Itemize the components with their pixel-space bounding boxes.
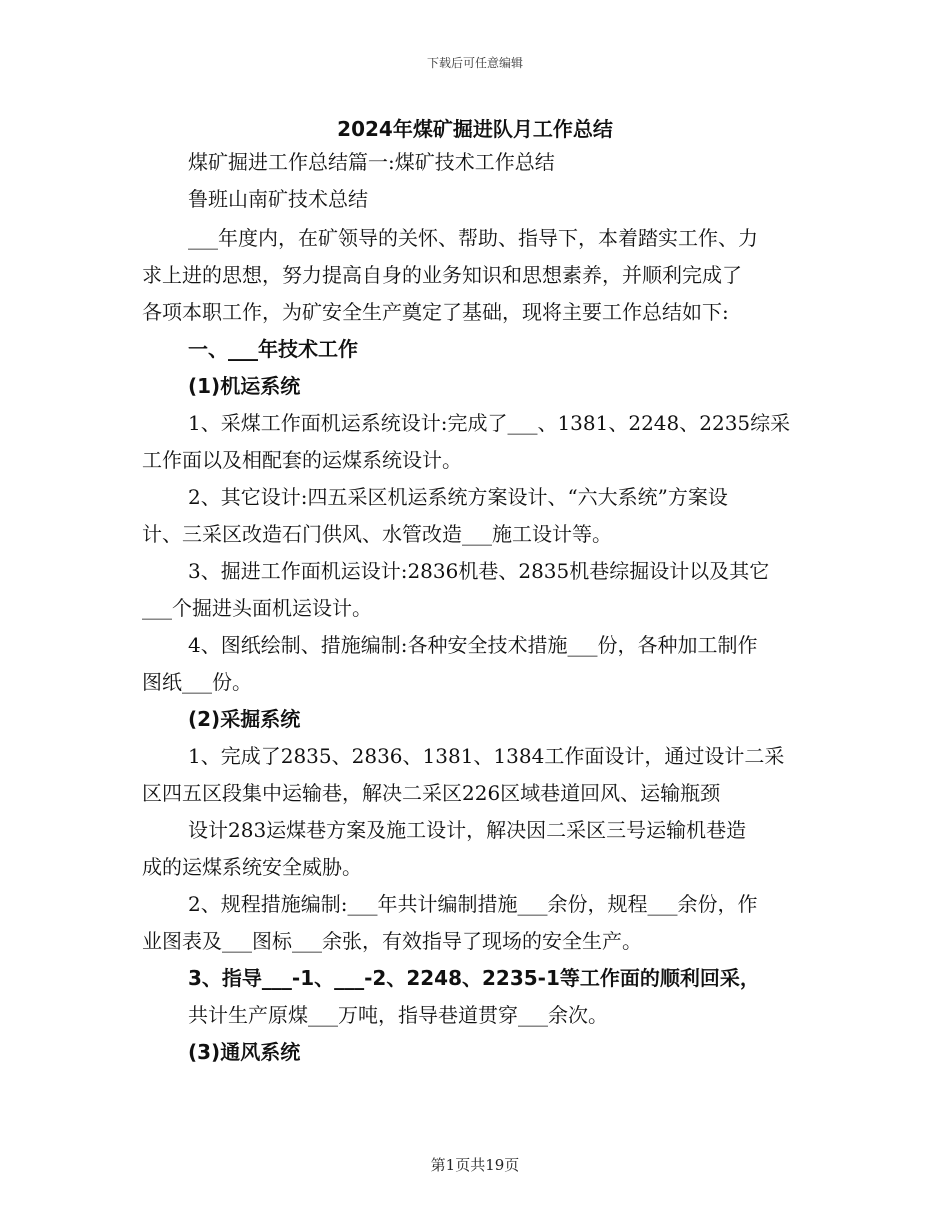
paragraph-line: 求上进的思想，努力提高自身的业务知识和思想素养，并顺利完成了 — [142, 263, 742, 287]
paragraph-line: 成的运煤系统安全威胁。 — [142, 855, 362, 879]
paragraph-line: 3、掘进工作面机运设计:2836机巷、2835机巷综掘设计以及其它 — [188, 559, 770, 583]
heading-ventilation-system: (3)通风系统 — [188, 1040, 301, 1064]
paragraph-line: 2、其它设计:四五采区机运系统方案设计、“六大系统”方案设 — [188, 485, 728, 509]
paragraph-line: 1、完成了2835、2836、1381、1384工作面设计，通过设计二采 — [188, 744, 785, 768]
paragraph-line: 图纸___份。 — [142, 670, 252, 694]
heading-mining-system: (2)采掘系统 — [188, 707, 301, 731]
heading-machinery-system: (1)机运系统 — [188, 374, 301, 398]
paragraph-line: 工作面以及相配套的运煤系统设计。 — [142, 448, 462, 472]
paragraph-line: 2、规程措施编制:___年共计编制措施___余份，规程___余份，作 — [188, 892, 758, 916]
paragraph-line: ___年度内，在矿领导的关怀、帮助、指导下，本着踏实工作、力 — [188, 226, 758, 250]
paragraph-line: 4、图纸绘制、措施编制:各种安全技术措施___份，各种加工制作 — [188, 633, 758, 657]
paragraph-line: 计、三采区改造石门供风、水管改造___施工设计等。 — [142, 522, 612, 546]
heading-technical-work: 一、___年技术工作 — [188, 337, 358, 361]
subtitle: 鲁班山南矿技术总结 — [188, 187, 368, 211]
download-note: 下载后可任意编辑 — [426, 56, 523, 70]
paragraph-line: 各项本职工作，为矿安全生产奠定了基础，现将主要工作总结如下: — [142, 300, 729, 324]
paragraph-line: 设计283运煤巷方案及施工设计，解决因二采区三号运输机巷造 — [188, 818, 747, 842]
document-title: 2024年煤矿掘进队月工作总结 — [337, 117, 613, 141]
section-heading: 煤矿掘进工作总结篇一:煤矿技术工作总结 — [188, 150, 555, 174]
paragraph-line: 区四五区段集中运输巷，解决二采区226区域巷道回风、运输瓶颈 — [142, 781, 721, 805]
paragraph-line: ___个掘进头面机运设计。 — [142, 596, 372, 620]
paragraph-line: 业图表及___图标___余张，有效指导了现场的安全生产。 — [142, 929, 642, 953]
page-number: 第1页共19页 — [430, 1156, 520, 1174]
paragraph-line: 共计生产原煤___万吨，指导巷道贯穿___余次。 — [188, 1003, 608, 1027]
bold-paragraph-line: 3、指导___-1、___-2、2248、2235-1等工作面的顺利回采， — [188, 966, 760, 990]
paragraph-line: 1、采煤工作面机运系统设计:完成了___、1381、2248、2235综采 — [188, 411, 791, 435]
